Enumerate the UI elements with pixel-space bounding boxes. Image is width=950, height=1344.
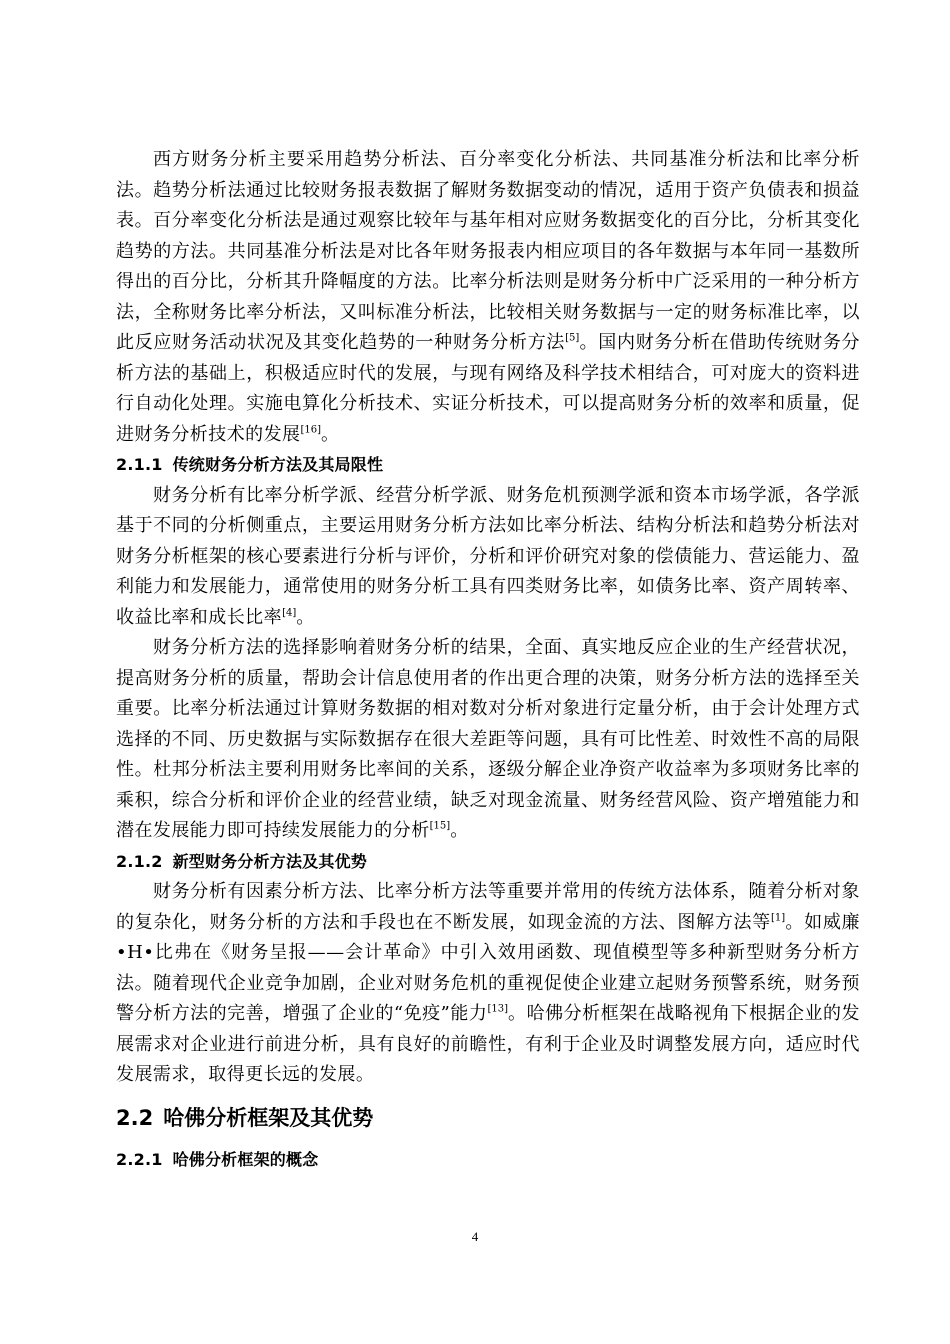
heading-number: 2.1.2	[116, 851, 163, 871]
paragraph-western-methods: 西方财务分析主要采用趋势分析法、百分率变化分析法、共同基准分析法和比率分析法。趋势分析法通过比较财务报表数据了解财务数据变动的情况，适用于资产负债表和损益表。百分率变化分析法是通过观察比较年与基年相对应财务数据变化的百分比，分析其变化趋势的方法。共同基准分析法是对比各年财务报表内相应项目的各年数据与本年同一基数所得出的百分比，分析其升降幅度的方法。比率分析法则是财务分析中广泛采用的一种分析方法，全称财务比率分析法，又叫标准分析法，比较相关财务数据与一定的财务标准比率，以此反应财务活动状况及其变化趋势的一种财务分析方法[5]。国内财务分析在借助传统财务分析方法的基础上，积极适应时代的发展，与现有网络及科学技术相结合，可对庞大的资料进行自动化处理。实施电算化分析技术、实证分析技术，可以提高财务分析的效率和质量，促进财务分析技术的发展[16]。	[116, 149, 860, 445]
citation: [16]	[300, 424, 322, 435]
citation: [4]	[282, 607, 297, 618]
heading-title: 新型财务分析方法及其优势	[172, 851, 367, 871]
document-body	[116, 145, 860, 1175]
heading-title: 哈佛分析框架的概念	[172, 1149, 319, 1169]
heading-2-2-1	[116, 1145, 860, 1176]
page-number: 4	[471, 1229, 479, 1244]
heading-title: 哈佛分析框架及其优势	[163, 1105, 374, 1130]
paragraph-method-limitations: 财务分析方法的选择影响着财务分析的结果，全面、真实地反应企业的生产经营状况，提高财务分析的质量，帮助会计信息使用者的作出更合理的决策，财务分析方法的选择至关重要。比率分析法通过计算财务数据的相对数对分析对象进行定量分析，由于会计处理方式选择的不同、历史数据与实际数据存在很大差距等问题，具有可比性差、时效性不高的局限性。杜邦分析法主要利用财务比率间的关系，逐级分解企业净资产收益率为多项财务比率的乘积，综合分析和评价企业的经营业绩，缺乏对现金流量、财务经营风险、资产增殖能力和潜在发展能力即可持续发展能力的分析[15]。	[116, 637, 860, 841]
heading-2-1-1	[116, 450, 860, 481]
paragraph-new-methods: 财务分析有因素分析方法、比率分析方法等重要并常用的传统方法体系，随着分析对象的复杂化，财务分析的方法和手段也在不断发展，如现金流的方法、图解方法等[1]。如威廉•H•比弗在《财务呈报——会计革命》中引入效用函数、现值模型等多种新型财务分析方法。随着现代企业竞争加剧，企业对财务危机的重视促使企业建立起财务预警系统，财务预警分析方法的完善，增强了企业的“免疫”能力[13]。哈佛分析框架在战略视角下根据企业的发展需求对企业进行前进分析，具有良好的前瞻性，有利于企业及时调整发展方向，适应时代发展需求，取得更长远的发展。	[116, 881, 860, 1085]
heading-number: 2.1.1	[116, 455, 163, 474]
paragraph-analysis-schools: 财务分析有比率分析学派、经营分析学派、财务危机预测学派和资本市场学派，各学派基于不同的分析侧重点，主要运用财务分析方法如比率分析法、结构分析法和趋势分析法对财务分析框架的核心要素进行分析与评价，分析和评价研究对象的偿债能力、营运能力、盈利能力和发展能力，通常使用的财务分析工具有四类财务比率，如债务比率、资产周转率、收益比率和成长比率[4]。	[116, 484, 860, 628]
citation: [5]	[565, 332, 580, 344]
heading-number: 2.2.1	[116, 1149, 163, 1169]
citation: [15]	[429, 820, 451, 832]
citation: [13]	[487, 1003, 508, 1015]
heading-title: 传统财务分析方法及其局限性	[172, 455, 384, 474]
heading-2-2	[116, 1101, 860, 1135]
heading-2-1-2	[116, 847, 860, 878]
heading-number: 2.2	[116, 1105, 154, 1130]
citation: [1]	[770, 912, 786, 923]
